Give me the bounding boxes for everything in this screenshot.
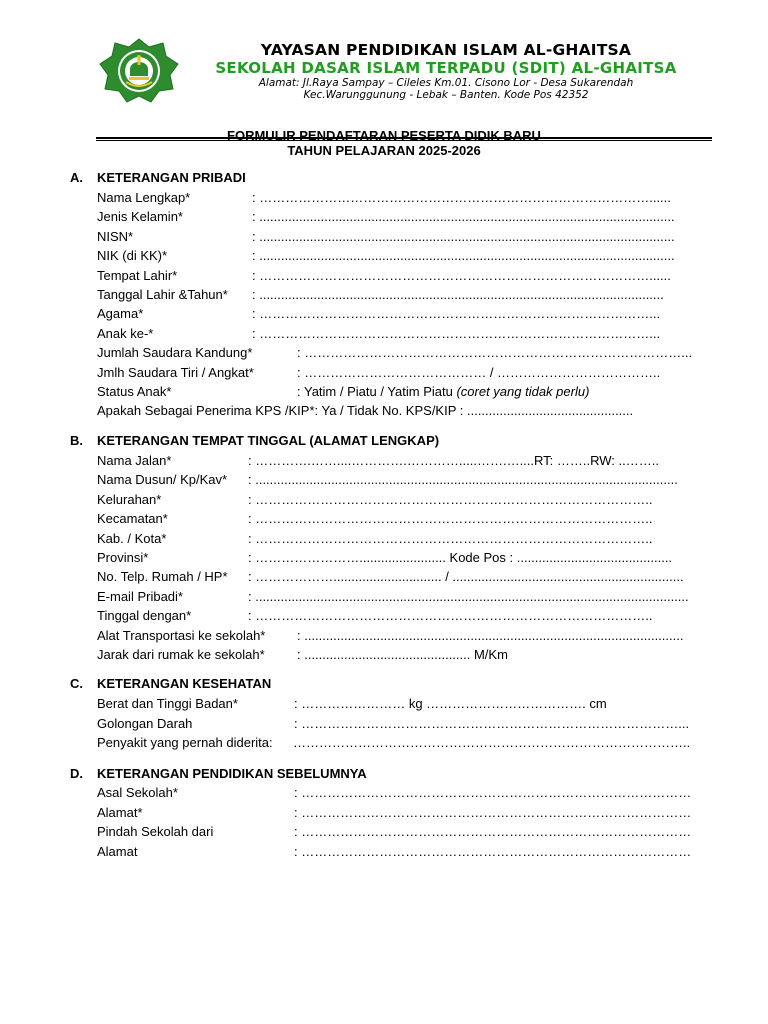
field-fill-line[interactable]: [248, 589, 689, 604]
field-value: : ……………….............................. / ................................................................: [248, 569, 684, 585]
form-row: [0, 696, 768, 711]
form-row: [0, 229, 768, 244]
field-fill-line[interactable]: [252, 306, 660, 321]
field-value: : ………………………………………………………………………………..: [248, 511, 653, 527]
field-value: : ……………………………………………………………………………...: [294, 715, 690, 731]
field-fill-line[interactable]: [248, 531, 652, 546]
field-fill-line[interactable]: [252, 248, 675, 263]
section-letter: A.: [70, 170, 83, 185]
field-fill-line[interactable]: [248, 492, 652, 507]
field-fill-line[interactable]: [294, 716, 689, 731]
letterhead: [0, 30, 768, 110]
field-label: Agama*: [97, 306, 144, 322]
school-logo-icon: [99, 38, 179, 104]
field-value: : ................................................................................................................: [252, 287, 664, 302]
form-title: FORMULIR PENDAFTARAN PESERTA DIDIK BARU: [227, 128, 541, 143]
field-value: : ………………………………………………………………………………: [294, 824, 692, 840]
field-fill-line[interactable]: [252, 229, 675, 244]
school-name: SEKOLAH DASAR ISLAM TERPADU (SDIT) AL-GHAITSA: [215, 59, 677, 77]
form-row: [0, 453, 768, 468]
field-label: Pindah Sekolah dari: [97, 824, 214, 840]
form-row: [0, 735, 768, 750]
field-label: Asal Sekolah*: [97, 785, 178, 800]
form-row: [0, 628, 768, 643]
field-label: Jumlah Saudara Kandung*: [97, 345, 253, 361]
field-fill-line[interactable]: [294, 785, 691, 800]
field-value: : .....................................................................................................................: [248, 472, 678, 488]
section-letter: B.: [70, 433, 83, 448]
field-label: Nama Jalan*: [97, 453, 172, 468]
foundation-name: YAYASAN PENDIDIKAN ISLAM AL-GHAITSA: [260, 41, 632, 59]
form-row: [0, 326, 768, 341]
field-label: Nama Lengkap*: [97, 190, 191, 205]
field-label: Jmlh Saudara Tiri / Angkat*: [97, 364, 254, 380]
field-value: : ...................................................................................................................: [252, 248, 675, 264]
form-row: [0, 190, 768, 205]
field-value: : ………………………………………………………………………………..: [248, 530, 653, 546]
field-label: Alamat*: [97, 804, 143, 820]
field-label: Jarak dari rumak ke sekolah*: [97, 647, 265, 662]
field-label: Tinggal dengan*: [97, 608, 192, 624]
field-label: Penyakit yang pernah diderita:: [97, 735, 273, 751]
field-label: Nama Dusun/ Kp/Kav*: [97, 472, 228, 488]
field-label: No. Telp. Rumah / HP*: [97, 569, 228, 585]
field-label: Jenis Kelamin*: [97, 209, 183, 225]
form-row: [0, 209, 768, 224]
field-value: : …………………………………… / ………………………………..: [297, 364, 661, 380]
field-value: : ………………………………………………………………………………: [294, 804, 692, 820]
field-fill-line[interactable]: [248, 550, 672, 565]
field-value: : ...................................................................................................................: [252, 228, 675, 244]
field-value: : ........................................................................................................................: [248, 588, 689, 604]
field-fill-line[interactable]: [297, 384, 589, 399]
field-label: Alat Transportasi ke sekolah*: [97, 627, 266, 643]
field-value: : ………………………………………………………………………………: [294, 844, 692, 860]
field-fill-line[interactable]: [297, 647, 508, 662]
field-label: Berat dan Tinggi Badan*: [97, 696, 238, 711]
field-label: Apakah Sebagai Penerima KPS /KIP*: Ya / Tidak No. KPS/KIP : ..............................................: [97, 403, 634, 419]
form-row: [0, 268, 768, 283]
field-fill-line[interactable]: [248, 453, 659, 468]
field-fill-line[interactable]: [252, 268, 671, 283]
field-label: Alamat: [97, 844, 138, 860]
field-label: Status Anak*: [97, 384, 172, 399]
form-row: [0, 403, 768, 418]
field-fill-line[interactable]: [248, 511, 652, 526]
field-label: Kelurahan*: [97, 491, 162, 507]
field-fill-line[interactable]: [294, 805, 691, 820]
form-row: [0, 345, 768, 360]
form-row: [0, 589, 768, 604]
form-row: [0, 844, 768, 859]
field-label: E-mail Pribadi*: [97, 588, 183, 604]
field-label: Golongan Darah: [97, 715, 193, 731]
form-row: [0, 306, 768, 321]
school-address-line1: Alamat: Jl.Raya Sampay – Cileles Km.01. Cisono Lor - Desa Sukarendah: [258, 77, 634, 89]
form-row: [0, 824, 768, 839]
field-fill-line[interactable]: [252, 209, 675, 224]
field-value: : ………………………………………………………………………………......: [252, 267, 671, 283]
field-fill-line[interactable]: [252, 190, 671, 205]
form-row: [0, 785, 768, 800]
form-row: [0, 608, 768, 623]
field-label: NISN*: [97, 228, 134, 244]
form-year: TAHUN PELAJARAN 2025-2026: [287, 143, 481, 158]
field-fill-line[interactable]: [252, 287, 664, 302]
field-fill-line[interactable]: [297, 628, 683, 643]
field-fill-line[interactable]: [248, 608, 652, 623]
field-label: Tempat Lahir*: [97, 267, 178, 283]
section-letter: C.: [70, 676, 83, 691]
field-value: : ………………………………………………………………………………...: [252, 325, 661, 341]
field-fill-line[interactable]: [297, 365, 660, 380]
form-row: [0, 716, 768, 731]
field-value: : ………………………………………………………………………………......: [252, 190, 671, 205]
section-title: KETERANGAN PENDIDIKAN SEBELUMNYA: [97, 766, 367, 781]
field-value: : ……………………........................ Kode Pos : ...........................................: [248, 550, 673, 565]
form-row: [0, 569, 768, 584]
field-value: : …………………… kg ………………………………. cm: [294, 696, 607, 711]
field-value: : Yatim / Piatu / Yatim Piatu: [297, 384, 457, 399]
form-row: [0, 492, 768, 507]
field-fill-line[interactable]: [248, 472, 678, 487]
field-fill-line[interactable]: [294, 844, 691, 859]
form-row: [0, 805, 768, 820]
form-row: [0, 248, 768, 263]
field-note: (coret yang tidak perlu): [456, 384, 590, 399]
section-letter: D.: [70, 766, 83, 781]
section-title: KETERANGAN TEMPAT TINGGAL (ALAMAT LENGKAP): [97, 433, 440, 448]
form-row: [0, 287, 768, 302]
field-label: Provinsi*: [97, 550, 149, 565]
field-fill-line[interactable]: [252, 326, 660, 341]
field-label: Kecamatan*: [97, 511, 168, 527]
field-fill-line[interactable]: [294, 824, 691, 839]
field-fill-line[interactable]: [248, 569, 684, 584]
field-label: Kab. / Kota*: [97, 530, 167, 546]
field-label: Tanggal Lahir &Tahun*: [97, 287, 228, 302]
field-label: Anak ke-*: [97, 325, 154, 341]
form-row: [0, 365, 768, 380]
form-row: [0, 472, 768, 487]
section-title: KETERANGAN PRIBADI: [97, 170, 246, 185]
field-value: : .............................................. M/Km: [297, 647, 508, 662]
form-row: [0, 531, 768, 546]
field-value: ………………………………………………………………………………..: [293, 735, 691, 751]
field-value: : ………………………………………………………………………………: [294, 785, 692, 800]
form-row: [0, 511, 768, 526]
field-value: : ………………………………………………………………………………..: [248, 491, 653, 507]
field-value: : .........................................................................................................: [297, 627, 684, 643]
field-value: : ………………………………………………………………………………...: [252, 306, 661, 322]
form-row: [0, 550, 768, 565]
form-row: [0, 647, 768, 662]
field-value: : ……………………………………………………………………………...: [297, 345, 693, 361]
field-fill-line[interactable]: [293, 735, 690, 750]
field-value: : ………………………………………………………………………………..: [248, 608, 653, 624]
field-label: NIK (di KK)*: [97, 248, 168, 264]
field-value: : ………….……....………….………….....…….…....RT: ……..RW: ..……..: [248, 453, 659, 468]
form-row: [0, 384, 768, 399]
field-fill-line[interactable]: [297, 345, 692, 360]
field-value: : ...................................................................................................................: [252, 209, 675, 225]
field-fill-line[interactable]: [294, 696, 607, 711]
school-address-line2: Kec.Warunggunung - Lebak – Banten. Kode Pos 42352: [303, 89, 589, 101]
section-title: KETERANGAN KESEHATAN: [97, 676, 272, 691]
